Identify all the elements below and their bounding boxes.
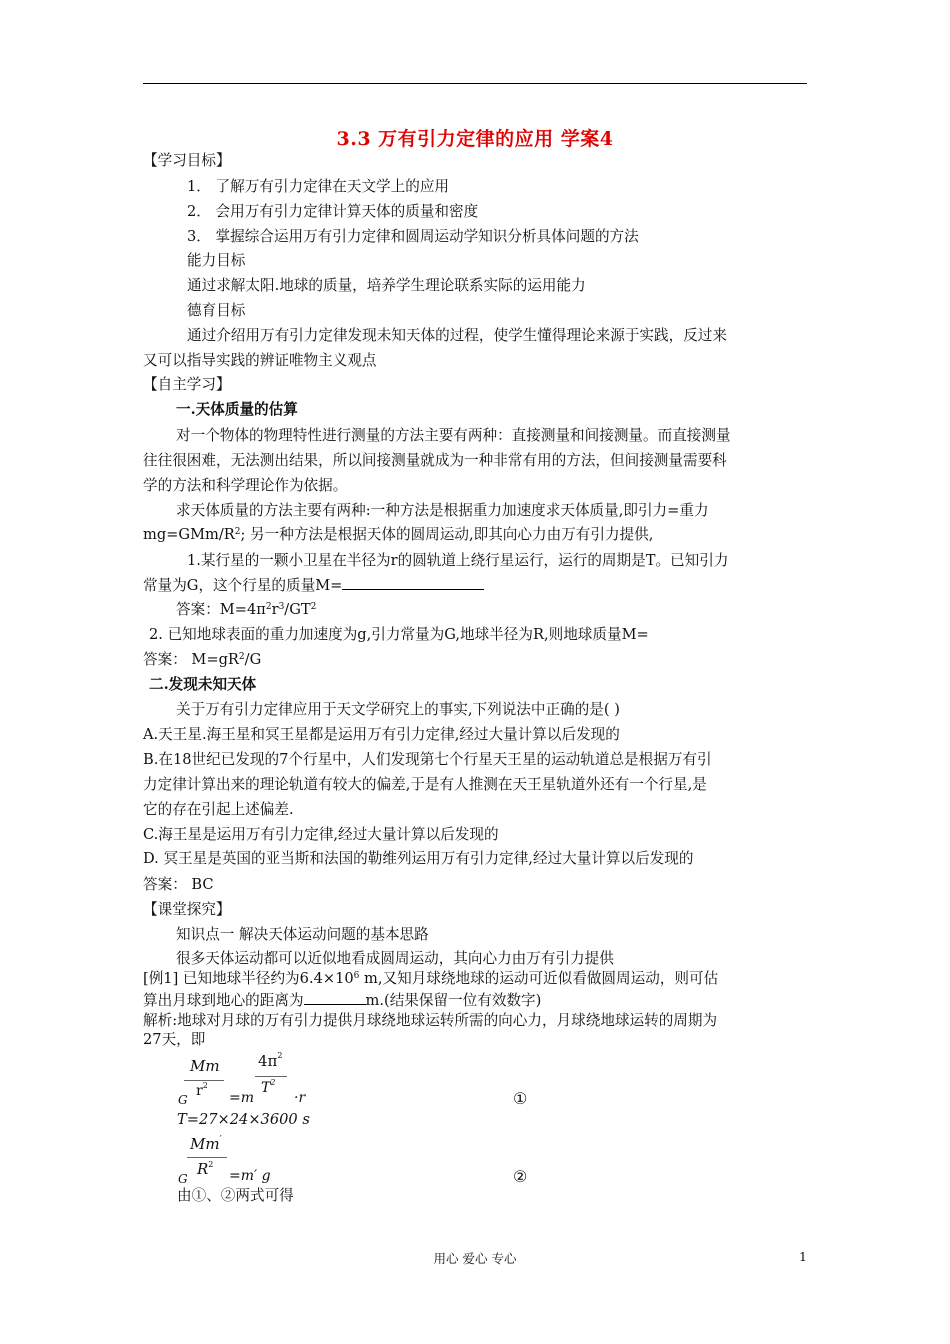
- class-heading: 【课堂探究】: [143, 901, 231, 918]
- moral-text-2: 又可以指导实践的辨证唯物主义观点: [143, 352, 377, 369]
- part1-heading: 一.天体质量的估算: [176, 401, 298, 418]
- para1-line1: 对一个物体的物理特性进行测量的方法主要有两种：直接测量和间接测量。而直接测量: [176, 427, 731, 444]
- solution-end: 由①、②两式可得: [177, 1187, 294, 1204]
- question3: 关于万有引力定律应用于天文学研究上的事实,下列说法中正确的是( ): [176, 701, 620, 718]
- option-b-line1: B.在18世纪已发现的7个行星中，人们发现第七个行星天王星的运动轨道总是根据万有引: [143, 751, 712, 768]
- option-d: D. 冥王星是英国的亚当斯和法国的勒维列运用万有引力定律,经过大量计算以后发现的: [143, 850, 694, 867]
- knowledge-point-1: 知识点一 解决天体运动问题的基本思路: [176, 926, 429, 943]
- moral-text-1: 通过介绍用万有引力定律发现未知天体的过程，使学生懂得理论来源于实践，反过来: [187, 327, 727, 344]
- equation-marker-1: ①: [513, 1089, 528, 1108]
- goals-heading: 【学习目标】: [143, 152, 231, 169]
- equation-marker-2: ②: [513, 1167, 528, 1186]
- para2-line2: $mg=GMm/R^2$; 另一种方法是根据天体的圆周运动,即其向心力由万有引力提供,: [143, 526, 654, 543]
- question2: 2. 已知地球表面的重力加速度为g,引力常量为G,地球半径为R,则地球质量M=: [149, 626, 649, 643]
- eq2-numerator: Mm′: [190, 1135, 222, 1153]
- example1-line2: 算出月球到地心的距离为 m.(结果保留一位有效数字): [143, 992, 542, 1009]
- header-rule: [143, 83, 807, 84]
- answer3: 答案： BC: [143, 876, 214, 893]
- goal-1: 1． 了解万有引力定律在天文学上的应用: [187, 178, 450, 195]
- eq1-denominator2: $T^2$: [261, 1078, 276, 1096]
- page-footer: 用心 爱心 专心: [433, 1251, 517, 1266]
- para1-line3: 学的方法和科学理论作为依据。: [143, 477, 348, 494]
- ability-text: 通过求解太阳.地球的质量，培养学生理论联系实际的运用能力: [187, 277, 586, 294]
- eq2-fraction-bar: [187, 1157, 227, 1158]
- answer-blank[interactable]: [304, 991, 366, 1005]
- eq1-numerator: Mm: [190, 1057, 220, 1075]
- question1-line2: 常量为G，这个行星的质量M=: [143, 576, 484, 595]
- option-b-line2: 力定律计算出来的理论轨道有较大的偏差,于是有人推测在天王星轨道外还有一个行星,是: [143, 776, 707, 793]
- eq1-fraction-bar-2: [255, 1076, 287, 1077]
- page-number: 1: [799, 1249, 807, 1264]
- answer1: 答案：$M=4\pi^2r^3/GT^2$: [176, 601, 317, 618]
- eq1-denominator: $r^2$: [196, 1081, 208, 1099]
- option-b-line3: 它的存在引起上述偏差.: [143, 801, 294, 818]
- page-title: 3.3 万有引力定律的应用 学案4: [336, 128, 614, 150]
- para1-line2: 往往很困难，无法测出结果，所以间接测量就成为一种非常有用的方法，但间接测量需要科: [143, 452, 727, 469]
- kp1-text: 很多天体运动都可以近似地看成圆周运动，其向心力由万有引力提供: [176, 950, 614, 967]
- option-a: A.天王星.海王星和冥王星都是运用万有引力定律,经过大量计算以后发现的: [143, 726, 620, 743]
- solution-line2: 27天，即: [143, 1031, 206, 1048]
- question1-line1: 1.某行星的一颗小卫星在半径为r的圆轨道上绕行星运行，运行的周期是T。已知引力: [187, 552, 729, 569]
- goal-2: 2． 会用万有引力定律计算天体的质量和密度: [187, 203, 479, 220]
- eq1-G: G: [178, 1093, 188, 1107]
- goal-3: 3． 掌握综合运用万有引力定律和圆周运动学知识分析具体问题的方法: [187, 228, 639, 245]
- eq2-denominator: $R^2$: [197, 1160, 214, 1178]
- eq1-numerator2: $4\pi^2$: [258, 1051, 283, 1070]
- solution-line1: 解析:地球对月球的万有引力提供月球绕地球运转所需的向心力，月球绕地球运转的周期为: [143, 1012, 718, 1029]
- eq1-equals: =m: [229, 1090, 255, 1106]
- example1-line1: [例1] 已知地球半径约为$6.4\times 10^6$ m,又知月球绕地球的运动可近似看做圆周运动，则可估: [143, 970, 719, 987]
- period-equation: T=27×24×3600 s: [177, 1111, 310, 1128]
- para2-line1: 求天体质量的方法主要有两种:一种方法是根据重力加速度求天体质量,即引力=重力: [176, 502, 709, 519]
- answer-blank[interactable]: [342, 576, 484, 590]
- eq2-G: G: [178, 1172, 188, 1186]
- option-c: C.海王星是运用万有引力定律,经过大量计算以后发现的: [143, 826, 499, 843]
- eq1-dot-r: ·r: [294, 1090, 306, 1106]
- part2-heading: 二.发现未知天体: [149, 676, 257, 693]
- moral-heading: 德育目标: [187, 302, 246, 319]
- self-study-heading: 【自主学习】: [143, 376, 231, 393]
- answer2: 答案： $M=gR^2/G$: [143, 651, 262, 668]
- eq2-equals: =m′ g: [229, 1168, 271, 1184]
- ability-heading: 能力目标: [187, 252, 246, 269]
